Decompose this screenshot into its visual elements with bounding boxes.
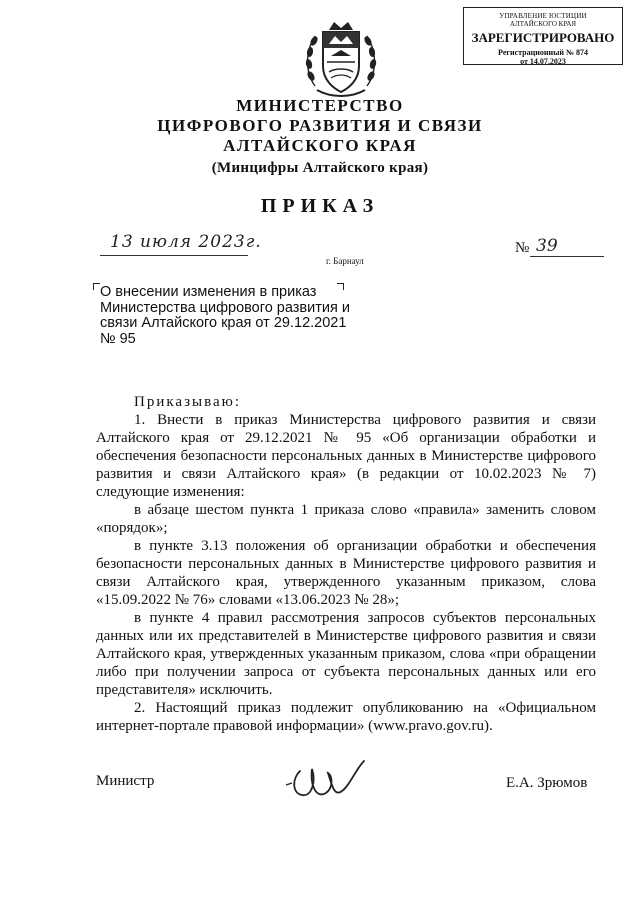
city: г. Барнаул bbox=[326, 256, 364, 266]
handwritten-number: 39 bbox=[536, 236, 558, 256]
ministry-short-name: (Минцифры Алтайского края) bbox=[211, 160, 429, 176]
document-subject: О внесении изменения в приказ Министерства цифрового развития и связи Алтайского края от 29.12.2021 № 95 bbox=[100, 284, 350, 347]
stamp-reg-number: Регистрационный № 874 bbox=[498, 48, 588, 57]
number-label: № bbox=[515, 240, 530, 256]
paragraph-3: в пункте 3.13 положения об организации обработки и обеспечения безопасности персональных данных в Министерстве цифрового развития и связи Алтайского края, утвержденного указанным приказом, слова «15.09.2022 № 76» словами «13.06.2023 № 28»; bbox=[96, 538, 596, 608]
date-underline bbox=[100, 255, 248, 256]
stamp-line-1: УПРАВЛЕНИЕ ЮСТИЦИИ bbox=[499, 12, 587, 20]
ministry-title-line-2: ЦИФРОВОГО РАЗВИТИЯ И СВЯЗИ bbox=[157, 116, 483, 135]
stamp-reg-date: от 14.07.2023 bbox=[520, 57, 566, 66]
paragraph-2: в абзаце шестом пункта 1 приказа слово «правила» заменить словом «порядок»; bbox=[96, 502, 596, 536]
registration-stamp bbox=[463, 7, 623, 65]
signer-name: Е.А. Зрюмов bbox=[506, 775, 588, 791]
directive: Приказываю: bbox=[134, 394, 241, 410]
coat-of-arms-emblem bbox=[301, 16, 381, 100]
ministry-title-line-1: МИНИСТЕРСТВО bbox=[236, 96, 404, 115]
handwritten-date: 13 июля 2023г. bbox=[110, 232, 262, 252]
paragraph-1: 1. Внести в приказ Министерства цифрового развития и связи Алтайского края от 29.12.2021 № 95 «Об организации обработки и обеспечения безопасности персональных данных в Министерстве цифрового развития и связи Алтайского края» (в редакции от 10.02.2023 № 7) следующие изменения: bbox=[96, 412, 596, 500]
paragraph-4: в пункте 4 правил рассмотрения запросов субъектов персональных данных или их представителей в Министерстве цифрового развития и связи Алтайского края, утвержденных указанным приказом, слова «при обращении либо при получении запроса от субъекта персональных данных или его представителя» исключить. bbox=[96, 610, 596, 698]
stamp-status: ЗАРЕГИСТРИРОВАНО bbox=[471, 30, 615, 45]
document-body bbox=[96, 393, 596, 735]
signer-position: Министр bbox=[96, 773, 155, 789]
handwritten-signature bbox=[282, 755, 374, 805]
subject-bracket-left bbox=[93, 283, 100, 290]
paragraph-5: 2. Настоящий приказ подлежит опубликованию на «Официальном интернет-портале правовой информации» (www.pravo.gov.ru). bbox=[96, 700, 596, 734]
number-underline bbox=[530, 256, 604, 257]
ministry-title-line-3: АЛТАЙСКОГО КРАЯ bbox=[223, 136, 417, 155]
stamp-line-2: АЛТАЙСКОГО КРАЯ bbox=[509, 20, 577, 28]
document-type: ПРИКАЗ bbox=[260, 195, 380, 217]
